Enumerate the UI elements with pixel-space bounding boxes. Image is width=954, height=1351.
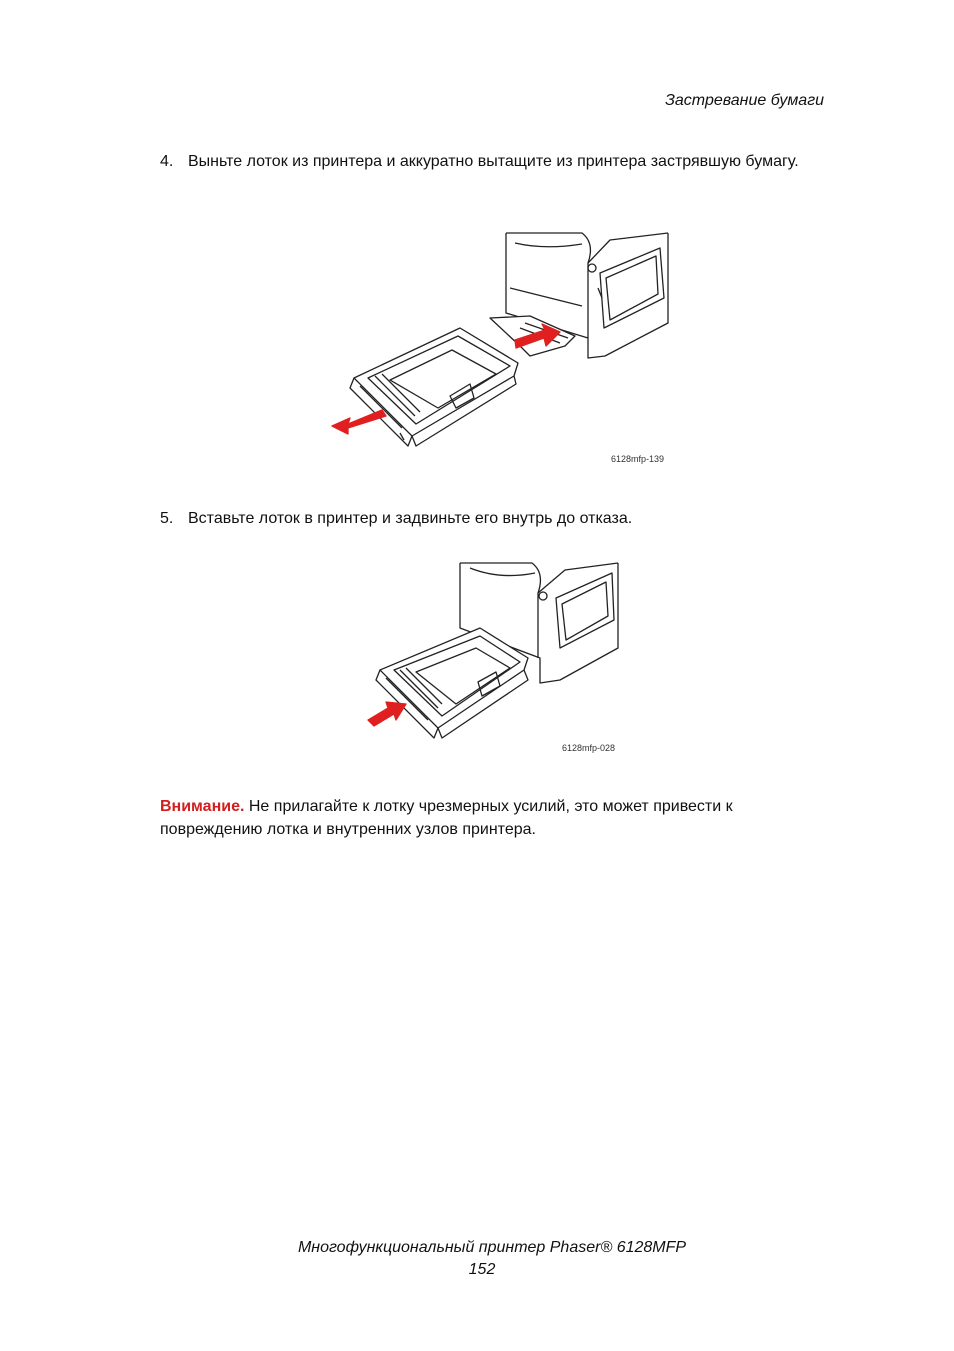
tray-removal-illustration [320, 228, 680, 468]
warning-text: Не прилагайте к лотку чрезмерных усилий, это может привести к повреждению лотка и внутренних узлов принтера. [160, 798, 733, 838]
warning-label: Внимание. [160, 798, 245, 815]
warning-note [160, 795, 810, 841]
figure-code: 6128mfp-028 [562, 743, 616, 753]
step-number: 4. [160, 153, 174, 170]
section-header: Застревание бумаги [665, 92, 824, 109]
step-number: 5. [160, 510, 174, 527]
figure-code: 6128mfp-139 [611, 454, 665, 464]
step-5 [160, 507, 800, 530]
step-text: Вставьте лоток в принтер и задвиньте его внутрь до отказа. [188, 510, 633, 527]
step-text: Выньте лоток из принтера и аккуратно вытащите из принтера застрявшую бумагу. [188, 153, 799, 170]
footer-title: Многофункциональный принтер Phaser® 6128MFP [297, 1239, 687, 1256]
page-footer [0, 1237, 954, 1281]
tray-insertion-illustration [360, 558, 630, 758]
step-4 [160, 150, 800, 173]
page-number: 152 [468, 1261, 496, 1278]
